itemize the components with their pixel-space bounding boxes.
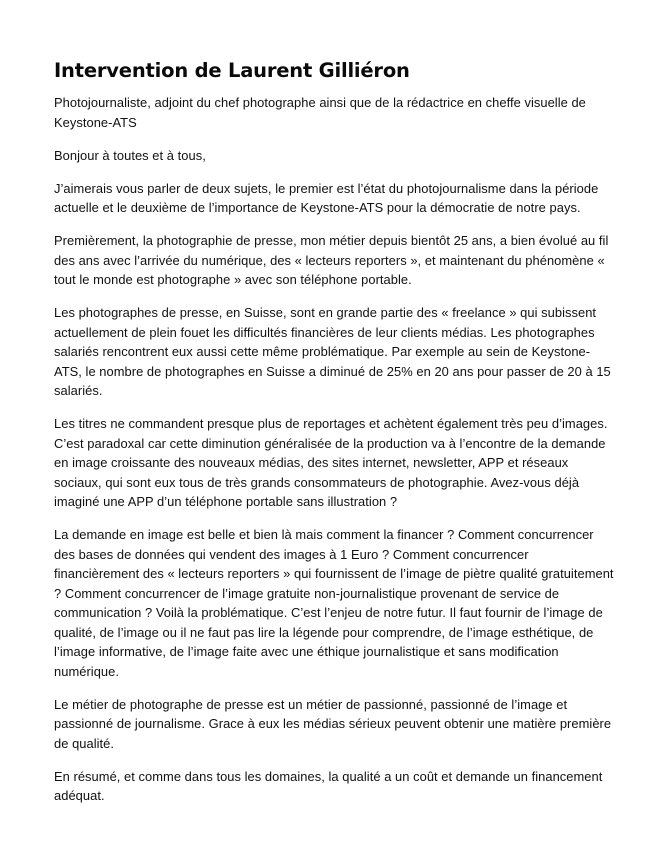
- paragraph-greeting: Bonjour à toutes et à tous,: [54, 147, 206, 163]
- paragraph-financing: La demande en image est belle et bien là mais comment la financer ? Comment concurrencer des bases de données qui vendent des images à 1 Euro ? Comment concurrencer financièrement des « lecteurs reporters » qui fournissent de l’image de piètre qualité gratuitement ? Comment concurrencer de l’image gratuite non-journalistique provenant de service de communication ? Voilà la problématique. C’est l’enjeu de notre futur. Il faut fournir de l’image de qualité, de l’image ou il ne faut pas lire la légende pour comprendre, de l’image esthétique, de l’image informative, de l’image faite avec une éthique journalistique et sans modification numérique.: [54, 527, 614, 679]
- paragraph-demand: Les titres ne commandent presque plus de reportages et achètent également très peu d’images. C’est paradoxal car cette diminution généralisée de la production va à l’encontre de la demande en image croissante des nouveaux médias, des sites internet, newsletter, APP et réseaux sociaux, qui sont eux tous de très grands consommateurs de photographie. Avez-vous déjà imaginé une APP d’un téléphone portable sans illustration ?: [54, 416, 608, 509]
- paragraph-passion: Le métier de photographe de presse est un métier de passionné, passionné de l’image et passionné de journalisme. Grace à eux les médias sérieux peuvent obtenir une matière première de qualité.: [54, 696, 612, 751]
- paragraph-intro: J’aimerais vous parler de deux sujets, le premier est l’état du photojournalisme dans la période actuelle et le deuxième de l’importance de Keystone-ATS pour la démocratie de notre pays.: [54, 180, 599, 215]
- document-title: Intervention de Laurent Gilliéron: [54, 59, 410, 82]
- paragraph-freelance: Les photographes de presse, en Suisse, sont en grande partie des « freelance » qui subissent actuellement de plein fouet les difficultés financières de leur clients médias. Les photographes salariés rencontrent eux aussi cette même problématique. Par exemple au sein de Keystone-ATS, le nombre de photographes en Suisse a diminué de 25% en 20 ans pour passer de 20 à 15 salariés.: [54, 305, 611, 398]
- paragraph-summary: En résumé, et comme dans tous les domaines, la qualité a un coût et demande un financement adéquat.: [54, 768, 603, 803]
- paragraph-evolution: Premièrement, la photographie de presse, mon métier depuis bientôt 25 ans, a bien évolué au fil des ans avec l’arrivée du numérique, des « lecteurs reporters », et maintenant du phénomène « tout le monde est photographe » avec son téléphone portable.: [54, 233, 609, 287]
- speaker-description: Photojournaliste, adjoint du chef photographe ainsi que de la rédactrice en cheffe visuelle de Keystone-ATS: [54, 95, 586, 130]
